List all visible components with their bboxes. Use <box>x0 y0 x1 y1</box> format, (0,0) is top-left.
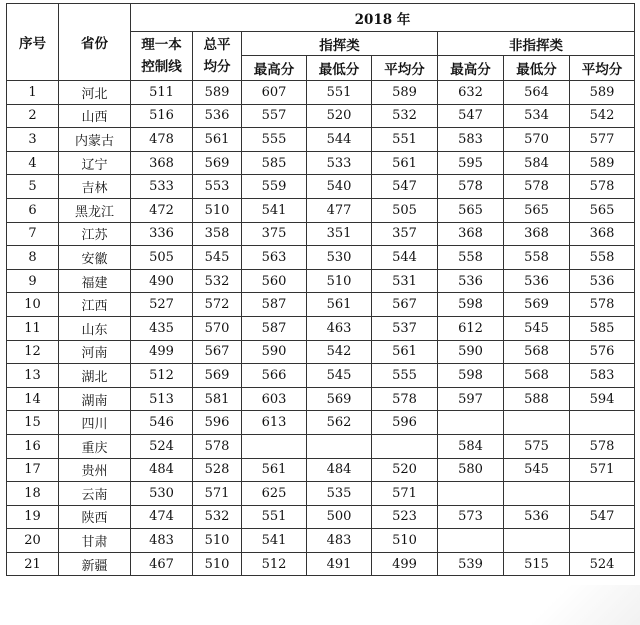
header-overall-average-a: 总平 <box>203 37 231 53</box>
cell-province: 甘肃 <box>59 529 131 553</box>
cell-seq: 7 <box>7 222 59 246</box>
cell-cat2-mean <box>570 411 635 435</box>
cell-province: 黑龙江 <box>59 198 131 222</box>
cell-province: 辽宁 <box>59 151 131 175</box>
cell-control-line: 533 <box>131 175 193 199</box>
cell-control-line: 499 <box>131 340 193 364</box>
header-cat1-mean: 平均分 <box>372 56 438 81</box>
cell-cat2-max: 573 <box>438 505 504 529</box>
cell-cat1-max: 585 <box>242 151 307 175</box>
cell-cat2-max: 590 <box>438 340 504 364</box>
cell-overall-average: 569 <box>193 151 242 175</box>
cell-cat1-min: 510 <box>307 269 372 293</box>
cell-province: 湖北 <box>59 364 131 388</box>
cell-cat1-min: 491 <box>307 552 372 576</box>
cell-cat1-mean: 505 <box>372 198 438 222</box>
cell-cat2-max: 583 <box>438 128 504 152</box>
table-body <box>7 81 635 576</box>
cell-province: 河南 <box>59 340 131 364</box>
cell-cat2-mean: 585 <box>570 316 635 340</box>
cell-cat2-mean: 578 <box>570 434 635 458</box>
cell-cat2-max: 368 <box>438 222 504 246</box>
cell-overall-average: 545 <box>193 246 242 270</box>
header-cat2-max: 最高分 <box>438 56 504 81</box>
cell-control-line: 527 <box>131 293 193 317</box>
cell-cat1-min: 483 <box>307 529 372 553</box>
cell-cat1-max: 563 <box>242 246 307 270</box>
cell-seq: 10 <box>7 293 59 317</box>
cell-cat1-min: 569 <box>307 387 372 411</box>
cell-cat2-min: 570 <box>504 128 570 152</box>
cell-overall-average: 571 <box>193 482 242 506</box>
cell-cat1-min: 520 <box>307 104 372 128</box>
cell-cat2-mean: 583 <box>570 364 635 388</box>
table-row <box>7 175 635 199</box>
cell-seq: 21 <box>7 552 59 576</box>
cell-cat2-mean: 577 <box>570 128 635 152</box>
score-table <box>6 3 635 576</box>
cell-cat2-min: 588 <box>504 387 570 411</box>
table-row <box>7 151 635 175</box>
cell-cat1-mean: 357 <box>372 222 438 246</box>
cell-cat2-max: 565 <box>438 198 504 222</box>
cell-cat2-mean: 576 <box>570 340 635 364</box>
cell-cat1-max: 541 <box>242 529 307 553</box>
cell-cat2-max: 547 <box>438 104 504 128</box>
cell-cat1-max: 555 <box>242 128 307 152</box>
cell-control-line: 435 <box>131 316 193 340</box>
table-row <box>7 104 635 128</box>
table-row <box>7 505 635 529</box>
cell-control-line: 472 <box>131 198 193 222</box>
table-row <box>7 434 635 458</box>
cell-cat1-min: 463 <box>307 316 372 340</box>
cell-cat1-min: 544 <box>307 128 372 152</box>
table-row <box>7 128 635 152</box>
cell-cat2-min: 534 <box>504 104 570 128</box>
cell-cat1-min: 542 <box>307 340 372 364</box>
cell-cat1-mean: 551 <box>372 128 438 152</box>
cell-cat1-min: 535 <box>307 482 372 506</box>
cell-cat2-max: 598 <box>438 293 504 317</box>
header-seq: 序号 <box>7 4 59 81</box>
cell-cat1-mean: 561 <box>372 340 438 364</box>
cell-cat1-mean: 537 <box>372 316 438 340</box>
corner-shading <box>520 585 640 625</box>
cell-cat2-min: 536 <box>504 269 570 293</box>
cell-cat2-mean: 547 <box>570 505 635 529</box>
cell-cat2-min: 545 <box>504 458 570 482</box>
cell-cat2-max: 632 <box>438 81 504 105</box>
cell-seq: 15 <box>7 411 59 435</box>
table-row <box>7 222 635 246</box>
table-row <box>7 246 635 270</box>
cell-cat2-min: 368 <box>504 222 570 246</box>
cell-control-line: 336 <box>131 222 193 246</box>
cell-control-line: 530 <box>131 482 193 506</box>
cell-cat1-mean: 531 <box>372 269 438 293</box>
table-row <box>7 316 635 340</box>
cell-cat1-min: 540 <box>307 175 372 199</box>
cell-seq: 18 <box>7 482 59 506</box>
cell-overall-average: 578 <box>193 434 242 458</box>
cell-overall-average: 510 <box>193 198 242 222</box>
cell-overall-average: 569 <box>193 364 242 388</box>
cell-cat2-max <box>438 529 504 553</box>
cell-cat2-min: 564 <box>504 81 570 105</box>
header-control-line <box>131 32 193 81</box>
cell-cat2-mean: 536 <box>570 269 635 293</box>
cell-cat2-min: 565 <box>504 198 570 222</box>
cell-cat2-mean: 571 <box>570 458 635 482</box>
cell-cat2-max: 598 <box>438 364 504 388</box>
cell-cat1-max: 625 <box>242 482 307 506</box>
header-cat1-max: 最高分 <box>242 56 307 81</box>
cell-control-line: 368 <box>131 151 193 175</box>
cell-seq: 6 <box>7 198 59 222</box>
cell-cat1-min: 477 <box>307 198 372 222</box>
cell-cat2-mean: 578 <box>570 293 635 317</box>
cell-cat1-mean: 589 <box>372 81 438 105</box>
header-command-category: 指挥类 <box>242 32 438 56</box>
cell-cat1-min <box>307 434 372 458</box>
cell-cat2-mean: 524 <box>570 552 635 576</box>
cell-cat2-mean: 565 <box>570 198 635 222</box>
cell-cat1-max: 557 <box>242 104 307 128</box>
cell-cat2-mean <box>570 482 635 506</box>
cell-cat2-max: 612 <box>438 316 504 340</box>
table-row <box>7 458 635 482</box>
cell-province: 内蒙古 <box>59 128 131 152</box>
cell-cat2-min <box>504 482 570 506</box>
cell-cat2-min: 545 <box>504 316 570 340</box>
header-province: 省份 <box>59 4 131 81</box>
cell-overall-average: 510 <box>193 552 242 576</box>
cell-control-line: 546 <box>131 411 193 435</box>
cell-province: 安徽 <box>59 246 131 270</box>
cell-cat1-mean: 578 <box>372 387 438 411</box>
cell-seq: 16 <box>7 434 59 458</box>
cell-seq: 12 <box>7 340 59 364</box>
cell-control-line: 513 <box>131 387 193 411</box>
cell-seq: 17 <box>7 458 59 482</box>
cell-overall-average: 596 <box>193 411 242 435</box>
cell-cat2-max <box>438 482 504 506</box>
table-row <box>7 387 635 411</box>
cell-cat2-max: 558 <box>438 246 504 270</box>
cell-cat2-mean: 578 <box>570 175 635 199</box>
cell-cat2-min: 558 <box>504 246 570 270</box>
cell-cat2-mean: 368 <box>570 222 635 246</box>
cell-cat2-min: 536 <box>504 505 570 529</box>
cell-cat2-max: 595 <box>438 151 504 175</box>
cell-control-line: 483 <box>131 529 193 553</box>
cell-cat1-min: 500 <box>307 505 372 529</box>
cell-seq: 11 <box>7 316 59 340</box>
cell-cat1-mean: 547 <box>372 175 438 199</box>
cell-cat2-max: 584 <box>438 434 504 458</box>
cell-cat1-mean: 561 <box>372 151 438 175</box>
cell-cat1-max: 590 <box>242 340 307 364</box>
cell-cat1-max: 375 <box>242 222 307 246</box>
cell-cat1-max: 587 <box>242 293 307 317</box>
cell-province: 山西 <box>59 104 131 128</box>
cell-cat1-min: 551 <box>307 81 372 105</box>
cell-overall-average: 553 <box>193 175 242 199</box>
cell-cat2-mean: 589 <box>570 151 635 175</box>
cell-cat1-mean: 596 <box>372 411 438 435</box>
cell-overall-average: 581 <box>193 387 242 411</box>
cell-cat1-max: 551 <box>242 505 307 529</box>
table-row <box>7 529 635 553</box>
cell-seq: 1 <box>7 81 59 105</box>
cell-control-line: 505 <box>131 246 193 270</box>
cell-cat1-min: 484 <box>307 458 372 482</box>
cell-cat2-min: 569 <box>504 293 570 317</box>
cell-seq: 19 <box>7 505 59 529</box>
cell-cat1-mean: 523 <box>372 505 438 529</box>
cell-cat1-mean: 510 <box>372 529 438 553</box>
cell-overall-average: 589 <box>193 81 242 105</box>
cell-overall-average: 567 <box>193 340 242 364</box>
header-control-line-b: 控制线 <box>141 59 182 75</box>
cell-province: 河北 <box>59 81 131 105</box>
cell-cat1-mean: 555 <box>372 364 438 388</box>
cell-control-line: 474 <box>131 505 193 529</box>
cell-cat1-mean <box>372 434 438 458</box>
cell-cat2-max: 578 <box>438 175 504 199</box>
cell-province: 贵州 <box>59 458 131 482</box>
cell-province: 云南 <box>59 482 131 506</box>
cell-cat1-max: 613 <box>242 411 307 435</box>
cell-province: 福建 <box>59 269 131 293</box>
cell-cat1-max: 603 <box>242 387 307 411</box>
cell-cat1-mean: 520 <box>372 458 438 482</box>
cell-province: 山东 <box>59 316 131 340</box>
cell-cat2-min: 515 <box>504 552 570 576</box>
cell-cat2-mean: 542 <box>570 104 635 128</box>
cell-overall-average: 510 <box>193 529 242 553</box>
cell-cat2-max: 580 <box>438 458 504 482</box>
cell-cat1-mean: 567 <box>372 293 438 317</box>
cell-cat1-max: 587 <box>242 316 307 340</box>
table-row <box>7 269 635 293</box>
cell-cat2-min <box>504 411 570 435</box>
cell-cat1-min: 533 <box>307 151 372 175</box>
cell-seq: 3 <box>7 128 59 152</box>
cell-cat2-min: 568 <box>504 364 570 388</box>
cell-overall-average: 536 <box>193 104 242 128</box>
header-year: 2018 年 <box>131 4 635 32</box>
cell-overall-average: 572 <box>193 293 242 317</box>
cell-cat1-max: 512 <box>242 552 307 576</box>
header-overall-average <box>193 32 242 81</box>
cell-seq: 14 <box>7 387 59 411</box>
header-cat2-min: 最低分 <box>504 56 570 81</box>
header-control-line-a: 理一本 <box>141 37 182 53</box>
cell-cat1-min: 562 <box>307 411 372 435</box>
cell-cat2-max: 536 <box>438 269 504 293</box>
table-row <box>7 293 635 317</box>
cell-cat2-min: 568 <box>504 340 570 364</box>
cell-cat2-mean: 558 <box>570 246 635 270</box>
cell-seq: 20 <box>7 529 59 553</box>
cell-control-line: 512 <box>131 364 193 388</box>
cell-cat1-max: 566 <box>242 364 307 388</box>
cell-seq: 5 <box>7 175 59 199</box>
cell-province: 新疆 <box>59 552 131 576</box>
table-row <box>7 411 635 435</box>
cell-cat1-min: 545 <box>307 364 372 388</box>
table-row <box>7 340 635 364</box>
table-row <box>7 552 635 576</box>
cell-province: 四川 <box>59 411 131 435</box>
cell-cat2-mean: 594 <box>570 387 635 411</box>
cell-cat1-max: 560 <box>242 269 307 293</box>
cell-overall-average: 570 <box>193 316 242 340</box>
cell-cat1-max: 559 <box>242 175 307 199</box>
cell-overall-average: 561 <box>193 128 242 152</box>
cell-overall-average: 358 <box>193 222 242 246</box>
cell-cat1-mean: 532 <box>372 104 438 128</box>
cell-overall-average: 532 <box>193 505 242 529</box>
header-noncommand-category: 非指挥类 <box>438 32 635 56</box>
cell-seq: 2 <box>7 104 59 128</box>
table-row <box>7 81 635 105</box>
cell-control-line: 490 <box>131 269 193 293</box>
cell-seq: 4 <box>7 151 59 175</box>
cell-province: 重庆 <box>59 434 131 458</box>
cell-cat1-max: 561 <box>242 458 307 482</box>
cell-overall-average: 532 <box>193 269 242 293</box>
cell-province: 江苏 <box>59 222 131 246</box>
cell-cat1-max: 541 <box>242 198 307 222</box>
table-row <box>7 198 635 222</box>
cell-seq: 8 <box>7 246 59 270</box>
header-overall-average-b: 均分 <box>203 59 231 75</box>
cell-seq: 13 <box>7 364 59 388</box>
cell-province: 湖南 <box>59 387 131 411</box>
cell-cat2-min <box>504 529 570 553</box>
cell-cat2-min: 575 <box>504 434 570 458</box>
cell-overall-average: 528 <box>193 458 242 482</box>
cell-control-line: 516 <box>131 104 193 128</box>
cell-cat2-max: 597 <box>438 387 504 411</box>
cell-province: 吉林 <box>59 175 131 199</box>
cell-cat1-mean: 499 <box>372 552 438 576</box>
cell-cat1-max: 607 <box>242 81 307 105</box>
cell-control-line: 478 <box>131 128 193 152</box>
cell-control-line: 467 <box>131 552 193 576</box>
cell-cat1-mean: 544 <box>372 246 438 270</box>
cell-cat1-min: 530 <box>307 246 372 270</box>
cell-cat2-min: 578 <box>504 175 570 199</box>
cell-cat2-max <box>438 411 504 435</box>
table-row <box>7 482 635 506</box>
cell-cat2-max: 539 <box>438 552 504 576</box>
cell-seq: 9 <box>7 269 59 293</box>
cell-control-line: 484 <box>131 458 193 482</box>
cell-cat1-mean: 571 <box>372 482 438 506</box>
cell-province: 陕西 <box>59 505 131 529</box>
cell-cat1-min: 561 <box>307 293 372 317</box>
table-row <box>7 364 635 388</box>
header-cat1-min: 最低分 <box>307 56 372 81</box>
cell-cat2-mean: 589 <box>570 81 635 105</box>
cell-cat1-max <box>242 434 307 458</box>
cell-cat2-min: 584 <box>504 151 570 175</box>
cell-cat2-mean <box>570 529 635 553</box>
header-cat2-mean: 平均分 <box>570 56 635 81</box>
cell-cat1-min: 351 <box>307 222 372 246</box>
cell-control-line: 511 <box>131 81 193 105</box>
cell-province: 江西 <box>59 293 131 317</box>
cell-control-line: 524 <box>131 434 193 458</box>
